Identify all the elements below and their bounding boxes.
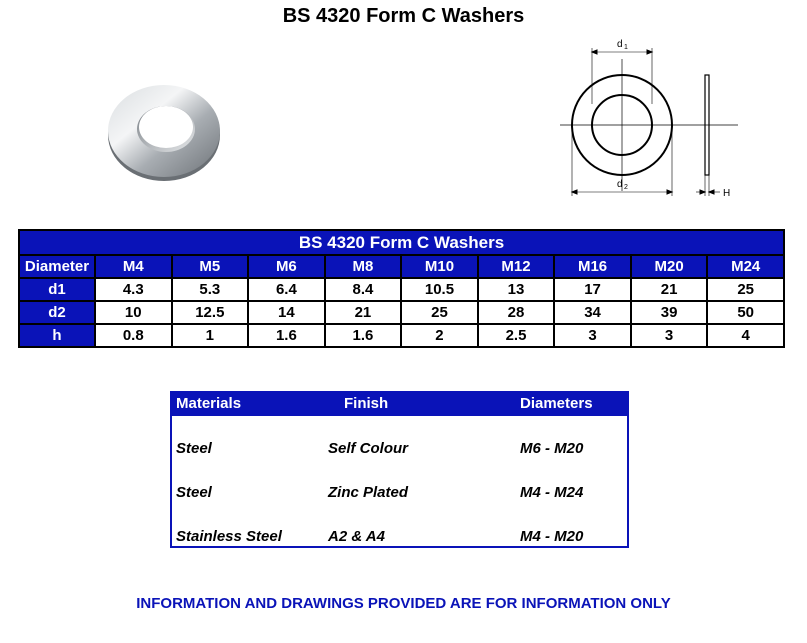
h-label: H [723, 188, 731, 199]
column-header: M10 [401, 255, 478, 278]
table-cell: 13 [478, 278, 555, 301]
materials-column-header: Materials [176, 395, 242, 412]
table-row-d1 [19, 278, 784, 301]
table-cell: 39 [631, 301, 708, 324]
row-label: h [19, 324, 95, 347]
table-cell: 34 [554, 301, 631, 324]
table-row-d2 [19, 301, 784, 324]
table-cell: 50 [707, 301, 784, 324]
material-name: Steel [176, 440, 212, 457]
table-cell: 0.8 [95, 324, 172, 347]
washer-photo [102, 80, 226, 184]
diameter-range: M6 - M20 [520, 440, 584, 457]
column-header: M4 [95, 255, 172, 278]
table-cell: 3 [631, 324, 708, 347]
list-item [172, 528, 627, 548]
d2-subscript: 2 [624, 184, 628, 191]
page-title: BS 4320 Form C Washers [282, 5, 525, 27]
table-cell: 4 [707, 324, 784, 347]
table-cell: 2.5 [478, 324, 555, 347]
column-header: M8 [325, 255, 402, 278]
table-cell: 21 [631, 278, 708, 301]
diameter-range: M4 - M20 [520, 528, 584, 545]
table-cell: 28 [478, 301, 555, 324]
table-cell: 6.4 [248, 278, 325, 301]
list-item [172, 440, 627, 460]
table-cell: 14 [248, 301, 325, 324]
spec-table [18, 229, 785, 348]
column-header: M20 [631, 255, 708, 278]
column-header: M16 [554, 255, 631, 278]
table-cell: 12.5 [172, 301, 249, 324]
spec-table-title: BS 4320 Form C Washers [19, 230, 784, 255]
diameter-label: Diameter [19, 255, 95, 278]
diameters-column-header: Diameters [520, 395, 593, 412]
disclaimer-footer: INFORMATION AND DRAWINGS PROVIDED ARE FOR INFORMATION ONLY [136, 595, 671, 612]
table-cell: 3 [554, 324, 631, 347]
finish-name: Zinc Plated [328, 484, 409, 501]
d2-label: d [617, 179, 623, 190]
table-cell: 17 [554, 278, 631, 301]
d1-subscript: 1 [624, 44, 628, 51]
material-name: Stainless Steel [176, 528, 282, 545]
list-item [172, 484, 627, 504]
table-cell: 25 [401, 301, 478, 324]
d1-label: d [617, 39, 623, 50]
table-cell: 1 [172, 324, 249, 347]
column-header: M12 [478, 255, 555, 278]
table-cell: 10 [95, 301, 172, 324]
washer-dimension-drawing [560, 34, 750, 204]
column-header: M24 [707, 255, 784, 278]
column-header: M5 [172, 255, 249, 278]
material-name: Steel [176, 484, 212, 501]
finish-column-header: Finish [344, 395, 389, 412]
table-cell: 1.6 [325, 324, 402, 347]
table-cell: 2 [401, 324, 478, 347]
table-cell: 4.3 [95, 278, 172, 301]
diameter-header-row [19, 255, 784, 278]
table-cell: 8.4 [325, 278, 402, 301]
materials-header [172, 393, 627, 416]
row-label: d2 [19, 301, 95, 324]
table-cell: 21 [325, 301, 402, 324]
materials-table [170, 391, 629, 548]
table-row-h [19, 324, 784, 347]
table-cell: 5.3 [172, 278, 249, 301]
row-label: d1 [19, 278, 95, 301]
table-cell: 1.6 [248, 324, 325, 347]
finish-name: A2 & A4 [328, 528, 385, 545]
table-cell: 25 [707, 278, 784, 301]
diameter-range: M4 - M24 [520, 484, 584, 501]
finish-name: Self Colour [328, 440, 409, 457]
column-header: M6 [248, 255, 325, 278]
table-cell: 10.5 [401, 278, 478, 301]
